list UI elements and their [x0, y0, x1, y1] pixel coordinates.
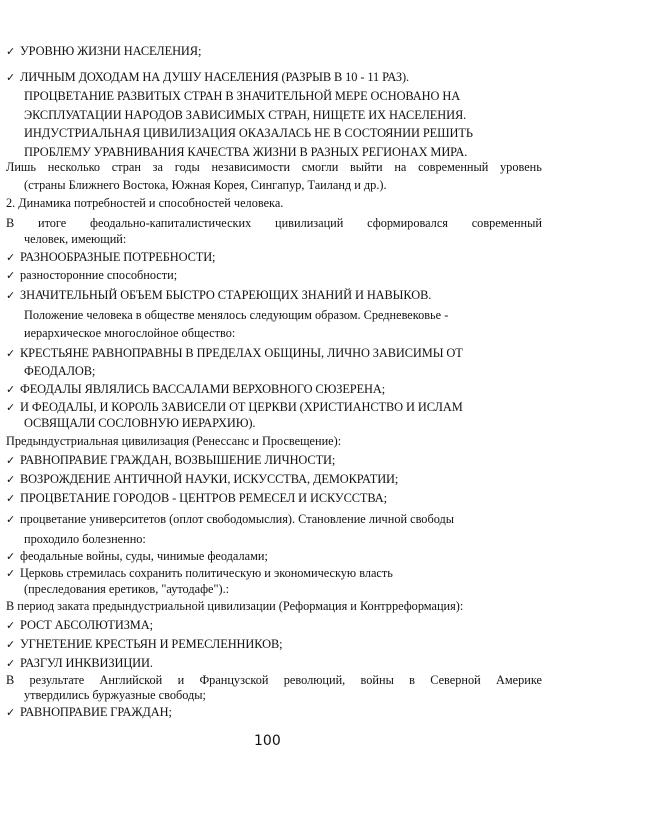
text-line: ИНДУСТРИАЛЬНАЯ ЦИВИЛИЗАЦИЯ ОКАЗАЛАСЬ НЕ В СОСТОЯНИИ РЕШИТЬ	[24, 126, 473, 140]
checkmark-icon: ✓	[6, 269, 16, 282]
text-line: утвердились буржуазные свободы;	[24, 688, 206, 702]
word: В	[6, 673, 15, 687]
bullet-line: ✓ УГНЕТЕНИЕ КРЕСТЬЯН И РЕМЕСЛЕННИКОВ;	[6, 637, 283, 651]
word: несколько	[47, 160, 101, 174]
text-line: ПРОБЛЕМУ УРАВНИВАНИЯ КАЧЕСТВА ЖИЗНИ В РАЗНЫХ РЕГИОНАХ МИРА.	[24, 145, 468, 159]
bullet-line: ✓ ВОЗРОЖДЕНИЕ АНТИЧНОЙ НАУКИ, ИСКУССТВА, ДЕМОКРАТИИ;	[6, 472, 399, 486]
checkmark-icon: ✓	[6, 383, 16, 396]
word: Английской	[99, 673, 163, 687]
paragraph-line-justified	[6, 216, 542, 231]
checkmark-icon: ✓	[6, 550, 16, 563]
bullet-line: ✓ ПРОЦВЕТАНИЕ ГОРОДОВ - ЦЕНТРОВ РЕМЕСЕЛ И ИСКУССТВА;	[6, 491, 387, 505]
word: годы	[174, 160, 200, 174]
word: на	[394, 160, 407, 174]
word: стран	[111, 160, 141, 174]
text-line: иерархическое многослойное общество:	[24, 326, 236, 340]
bullet-line: ✓ Церковь стремилась сохранить политическую и экономическую власть	[6, 566, 393, 580]
word: революций,	[283, 673, 346, 687]
word: Французской	[199, 673, 269, 687]
bullet-line: ✓ РОСТ АБСОЛЮТИЗМА;	[6, 618, 153, 632]
text-line: ПРОЦВЕТАНИЕ РАЗВИТЫХ СТРАН В ЗНАЧИТЕЛЬНОЙ МЕРЕ ОСНОВАНО НА	[24, 89, 461, 103]
word: и	[177, 673, 185, 687]
checkmark-icon: ✓	[6, 401, 16, 414]
checkmark-icon: ✓	[6, 347, 16, 360]
bullet-line: ✓ РАЗГУЛ ИНКВИЗИЦИИ.	[6, 656, 153, 670]
checkmark-icon: ✓	[6, 473, 16, 486]
checkmark-icon: ✓	[6, 619, 16, 632]
word: современный	[418, 160, 489, 174]
text-line: ОСВЯЩАЛИ СОСЛОВНУЮ ИЕРАРХИЮ).	[24, 416, 256, 430]
text-line: Предындустриальная цивилизация (Ренессанс и Просвещение):	[6, 434, 342, 448]
checkmark-icon: ✓	[6, 454, 16, 467]
paragraph-line-justified	[6, 673, 542, 688]
checkmark-icon: ✓	[6, 289, 16, 302]
bullet-line: ✓ УРОВНЮ ЖИЗНИ НАСЕЛЕНИЯ;	[6, 44, 202, 58]
bullet-line: ✓ КРЕСТЬЯНЕ РАВНОПРАВНЫ В ПРЕДЕЛАХ ОБЩИНЫ, ЛИЧНО ЗАВИСИМЫ ОТ	[6, 346, 463, 360]
word: Лишь	[6, 160, 36, 174]
bullet-line: ✓ ЗНАЧИТЕЛЬНЫЙ ОБЪЕМ БЫСТРО СТАРЕЮЩИХ ЗНАНИЙ И НАВЫКОВ.	[6, 288, 432, 302]
text-line: 2. Динамика потребностей и способностей человека.	[6, 196, 284, 210]
word: результате	[29, 673, 85, 687]
text-line: ЭКСПЛУАТАЦИИ НАРОДОВ ЗАВИСИМЫХ СТРАН, НИЩЕТЕ ИХ НАСЕЛЕНИЯ.	[24, 108, 467, 122]
word: сформировался	[367, 216, 448, 230]
bullet-line: ✓ ЛИЧНЫМ ДОХОДАМ НА ДУШУ НАСЕЛЕНИЯ (РАЗРЫВ В 10 - 11 РАЗ).	[6, 70, 410, 84]
word: войны	[360, 673, 394, 687]
text-line: проходило болезненно:	[24, 532, 146, 546]
bullet-line: ✓ феодальные войны, суды, чинимые феодалами;	[6, 549, 268, 563]
checkmark-icon: ✓	[6, 492, 16, 505]
bullet-line: ✓ процветание университетов (оплот свободомыслия). Становление личной свободы	[6, 512, 455, 526]
word: итоге	[37, 216, 67, 230]
bullet-line: ✓ ФЕОДАЛЫ ЯВЛЯЛИСЬ ВАССАЛАМИ ВЕРХОВНОГО СЮЗЕРЕНА;	[6, 382, 386, 396]
checkmark-icon: ✓	[6, 657, 16, 670]
word: независимости	[211, 160, 291, 174]
bullet-line: ✓ РАВНОПРАВИЕ ГРАЖДАН, ВОЗВЫШЕНИЕ ЛИЧНОСТИ;	[6, 453, 336, 467]
checkmark-icon: ✓	[6, 71, 16, 84]
checkmark-icon: ✓	[6, 513, 16, 526]
text-line: Положение человека в обществе менялось следующим образом. Средневековье -	[24, 308, 449, 322]
word: уровень	[500, 160, 542, 174]
checkmark-icon: ✓	[6, 251, 16, 264]
text-line: (страны Ближнего Востока, Южная Корея, Сингапур, Таиланд и др.).	[24, 178, 387, 192]
page-number: 100	[254, 733, 281, 749]
word: за	[152, 160, 163, 174]
text-line: В период заката предындустриальной цивилизации (Реформация и Контрреформация):	[6, 599, 464, 613]
word: цивилизаций	[275, 216, 344, 230]
word: Америке	[496, 673, 542, 687]
word: современный	[471, 216, 542, 230]
text-line: ФЕОДАЛОВ;	[24, 364, 96, 378]
bullet-line: ✓ разносторонние способности;	[6, 268, 178, 282]
bullet-line: ✓ И ФЕОДАЛЫ, И КОРОЛЬ ЗАВИСЕЛИ ОТ ЦЕРКВИ (ХРИСТИАНСТВО И ИСЛАМ	[6, 400, 463, 414]
text-line: человек, имеющий:	[24, 232, 127, 246]
word: феодально-капиталистических	[90, 216, 252, 230]
checkmark-icon: ✓	[6, 706, 16, 719]
word: в	[409, 673, 415, 687]
checkmark-icon: ✓	[6, 567, 16, 580]
word: Северной	[430, 673, 481, 687]
bullet-line: ✓ РАВНОПРАВИЕ ГРАЖДАН;	[6, 705, 172, 719]
checkmark-icon: ✓	[6, 45, 16, 58]
checkmark-icon: ✓	[6, 638, 16, 651]
text-line: (преследования еретиков, "аутодафе").:	[24, 582, 230, 596]
bullet-line: ✓ РАЗНООБРАЗНЫЕ ПОТРЕБНОСТИ;	[6, 250, 216, 264]
word: В	[6, 216, 15, 230]
paragraph-line-justified	[6, 160, 542, 175]
word: смогли	[301, 160, 339, 174]
word: выйти	[350, 160, 383, 174]
